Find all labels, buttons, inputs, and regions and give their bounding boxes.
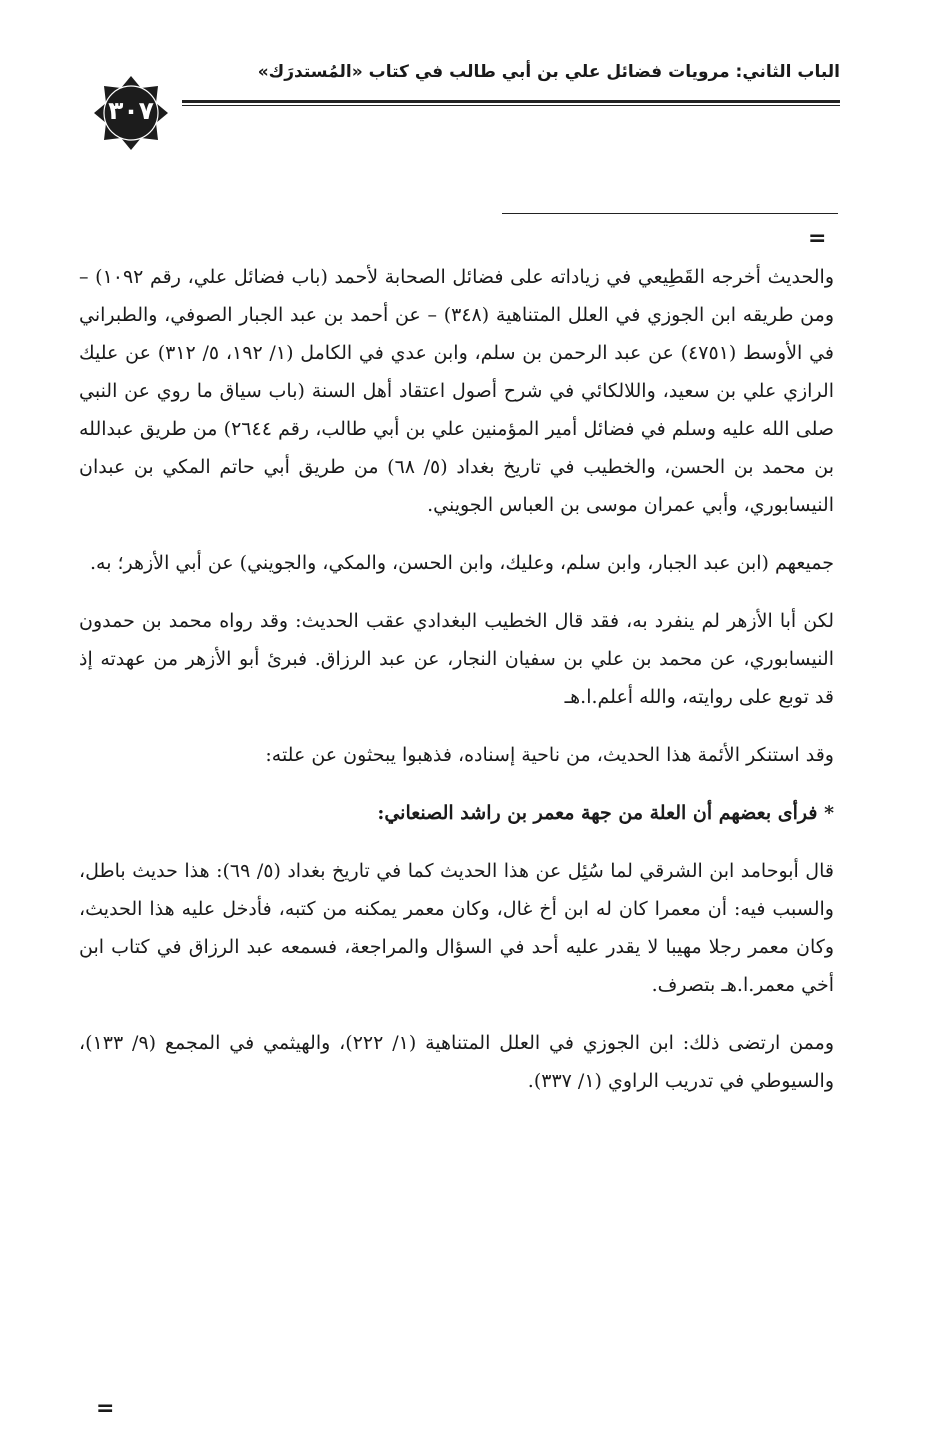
paragraph-khatib-note: لكن أبا الأزهر لم ينفرد به، فقد قال الخطيب البغدادي عقب الحديث: وقد رواه محمد بن حمدون النيسابوري، عن محمد بن علي بن سفيان النجار، عن عبد الرزاق. فبرئ أبو الأزهر من عهدته إذ قد توبع على روايته، والله أعلم.ا.هـ xyxy=(79,610,834,708)
paragraph-all-narrators: جميعهم (ابن عبد الجبار، وابن سلم، وعليك، وابن الحسن، والمكي، والجويني) عن أبي الأزهر؛ به. xyxy=(89,552,834,574)
continuation-mark-bottom: = xyxy=(96,1396,115,1421)
header-rule xyxy=(182,100,840,106)
footnote-separator xyxy=(502,213,838,214)
paragraph-sources: والحديث أخرجه القَطِيعي في زياداته على فضائل الصحابة لأحمد (باب فضائل علي، رقم ١٠٩٢) – ومن طريقه ابن الجوزي في العلل المتناهية (٣٤٨) – عن أحمد بن عبد الجبار الصوفي، والطبراني في الأوسط (٤٧٥١) عن عبد الرحمن بن سلم، وابن عدي في الكامل (١/ ١٩٢، ٥/ ٣١٢) عن عليك الرازي علي بن سعيد، واللالكائي في شرح أصول اعتقاد أهل السنة (باب سياق ما روي عن النبي صلى الله عليه وسلم في فضائل أمير المؤمنين علي بن أبي طالب، رقم ٢٦٤٤) من طريق عبدالله بن محمد بن الحسن، والخطيب في تاريخ بغداد (٥/ ٦٨) من طريق أبي حاتم المكي بن عبدان النيسابوري، وأبي عمران موسى بن العباس الجويني. xyxy=(79,266,835,516)
continuation-mark-top: = xyxy=(808,226,827,251)
page-number: ٣٠٧ xyxy=(108,96,154,125)
paragraph-imams-objection: وقد استنكر الأئمة هذا الحديث، من ناحية إسناده، فذهبوا يبحثون عن علته: xyxy=(265,744,834,766)
running-header xyxy=(96,56,840,96)
footnote-body xyxy=(79,258,834,1100)
paragraph-subheading-mamar: * فرأى بعضهم أن العلة من جهة معمر بن راشد الصنعاني: xyxy=(377,802,834,824)
paragraph-ibn-sharqi: قال أبوحامد ابن الشرقي لما سُئِل عن هذا الحديث كما في تاريخ بغداد (٥/ ٦٩): هذا حديث باطل، والسبب فيه: أن معمرا كان له ابن أخ غال، وكان معمر يمكنه من كتبه، فأدخل عليه هذا الحديث، وكان معمر رجلا مهيبا لا يقدر عليه أحد في السؤال والمراجعة، فسمعه عبد الرزاق في كتاب ابن أخي معمر.ا.هـ بتصرف. xyxy=(79,860,834,996)
running-title: الباب الثاني: مرويات فضائل علي بن أبي طالب في كتاب «المُستدرَك» xyxy=(257,62,840,82)
paragraph-endorsers: وممن ارتضى ذلك: ابن الجوزي في العلل المتناهية (١/ ٢٢٢)، والهيثمي في المجمع (٩/ ١٣٣)، والسيوطي في تدريب الراوي (١/ ٣٣٧). xyxy=(79,1032,834,1092)
page-number-badge xyxy=(92,74,170,152)
